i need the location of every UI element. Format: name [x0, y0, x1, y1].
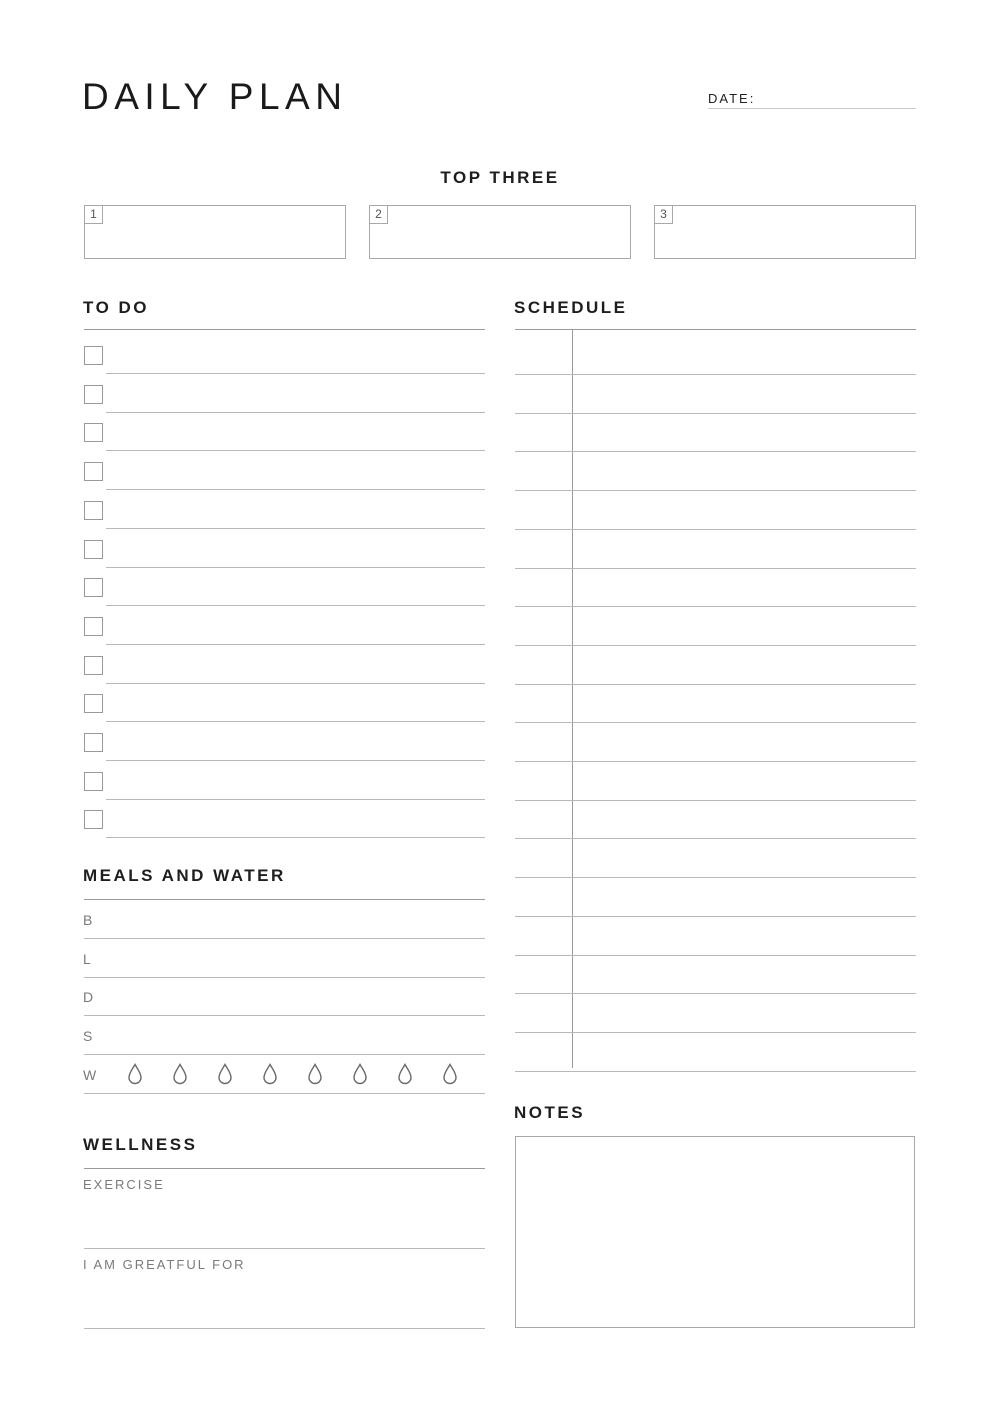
todo-checkbox[interactable] [84, 617, 103, 636]
todo-item-line[interactable] [106, 605, 485, 606]
wellness-heading-rule [84, 1168, 485, 1169]
schedule-heading-rule [515, 329, 916, 330]
todo-checkbox[interactable] [84, 656, 103, 675]
todo-checkbox[interactable] [84, 385, 103, 404]
water-drop-icon[interactable] [307, 1063, 323, 1085]
todo-item-line[interactable] [106, 489, 485, 490]
schedule-row-line[interactable] [515, 800, 916, 801]
todo-checkbox[interactable] [84, 694, 103, 713]
grateful-field-line[interactable] [84, 1328, 485, 1329]
schedule-row-line[interactable] [515, 413, 916, 414]
schedule-row-line[interactable] [515, 529, 916, 530]
grateful-label: I AM GREATFUL FOR [83, 1257, 246, 1272]
todo-checkbox[interactable] [84, 772, 103, 791]
water-drop-icon[interactable] [217, 1063, 233, 1085]
schedule-row-line[interactable] [515, 993, 916, 994]
todo-checkbox[interactable] [84, 423, 103, 442]
todo-item-line[interactable] [106, 721, 485, 722]
water-rule [84, 1093, 485, 1094]
schedule-row-line[interactable] [515, 838, 916, 839]
water-drop-icon[interactable] [262, 1063, 278, 1085]
top-three-heading: TOP THREE [440, 168, 560, 187]
todo-item-line[interactable] [106, 373, 485, 374]
top-three-box-1[interactable] [84, 205, 346, 259]
water-drop-icon[interactable] [397, 1063, 413, 1085]
top-three-box-number: 1 [85, 206, 103, 224]
todo-item-line[interactable] [106, 450, 485, 451]
top-three-box-3[interactable] [654, 205, 916, 259]
todo-heading: TO DO [83, 298, 150, 317]
notes-heading: NOTES [514, 1103, 586, 1122]
top-three-box-number: 2 [370, 206, 388, 224]
water-drop-icon[interactable] [172, 1063, 188, 1085]
meal-label: D [83, 989, 94, 1006]
schedule-row-line[interactable] [515, 955, 916, 956]
schedule-row-line[interactable] [515, 877, 916, 878]
todo-heading-rule [84, 329, 485, 330]
exercise-field-line[interactable] [84, 1248, 485, 1249]
meal-entry-line[interactable] [84, 1015, 485, 1016]
meal-entry-line[interactable] [84, 1054, 485, 1055]
meals-heading: MEALS AND WATER [83, 866, 286, 885]
todo-item-line[interactable] [106, 412, 485, 413]
schedule-row-line[interactable] [515, 916, 916, 917]
schedule-row-line[interactable] [515, 1032, 916, 1033]
schedule-row-line[interactable] [515, 568, 916, 569]
schedule-row-line[interactable] [515, 645, 916, 646]
meals-heading-rule [84, 899, 485, 900]
date-input-line[interactable] [708, 108, 916, 109]
todo-item-line[interactable] [106, 644, 485, 645]
schedule-heading: SCHEDULE [514, 298, 628, 317]
todo-item-line[interactable] [106, 567, 485, 568]
todo-item-line[interactable] [106, 837, 485, 838]
exercise-label: EXERCISE [83, 1177, 165, 1192]
meal-label: S [83, 1028, 93, 1045]
water-drop-icon[interactable] [352, 1063, 368, 1085]
meal-entry-line[interactable] [84, 938, 485, 939]
todo-item-line[interactable] [106, 760, 485, 761]
schedule-row-line[interactable] [515, 684, 916, 685]
todo-checkbox[interactable] [84, 346, 103, 365]
date-label: DATE: [708, 91, 756, 106]
water-label: W [83, 1067, 97, 1083]
meal-label: L [83, 950, 91, 967]
todo-checkbox[interactable] [84, 540, 103, 559]
schedule-row-line[interactable] [515, 374, 916, 375]
top-three-box-number: 3 [655, 206, 673, 224]
todo-checkbox[interactable] [84, 462, 103, 481]
schedule-time-column-divider [572, 330, 573, 1068]
notes-box[interactable] [515, 1136, 915, 1328]
schedule-row-line[interactable] [515, 451, 916, 452]
meal-label: B [83, 912, 93, 928]
todo-checkbox[interactable] [84, 733, 103, 752]
schedule-row-line[interactable] [515, 490, 916, 491]
meal-entry-line[interactable] [84, 977, 485, 978]
todo-checkbox[interactable] [84, 501, 103, 520]
schedule-row-line[interactable] [515, 761, 916, 762]
todo-item-line[interactable] [106, 528, 485, 529]
wellness-heading: WELLNESS [83, 1135, 198, 1154]
page-title: DAILY PLAN [82, 76, 348, 117]
todo-item-line[interactable] [106, 799, 485, 800]
schedule-row-line[interactable] [515, 606, 916, 607]
water-drop-icon[interactable] [442, 1063, 458, 1085]
schedule-row-line[interactable] [515, 1071, 916, 1072]
schedule-row-line[interactable] [515, 722, 916, 723]
todo-checkbox[interactable] [84, 578, 103, 597]
todo-item-line[interactable] [106, 683, 485, 684]
water-drop-icon[interactable] [127, 1063, 143, 1085]
top-three-box-2[interactable] [369, 205, 631, 259]
todo-checkbox[interactable] [84, 810, 103, 829]
